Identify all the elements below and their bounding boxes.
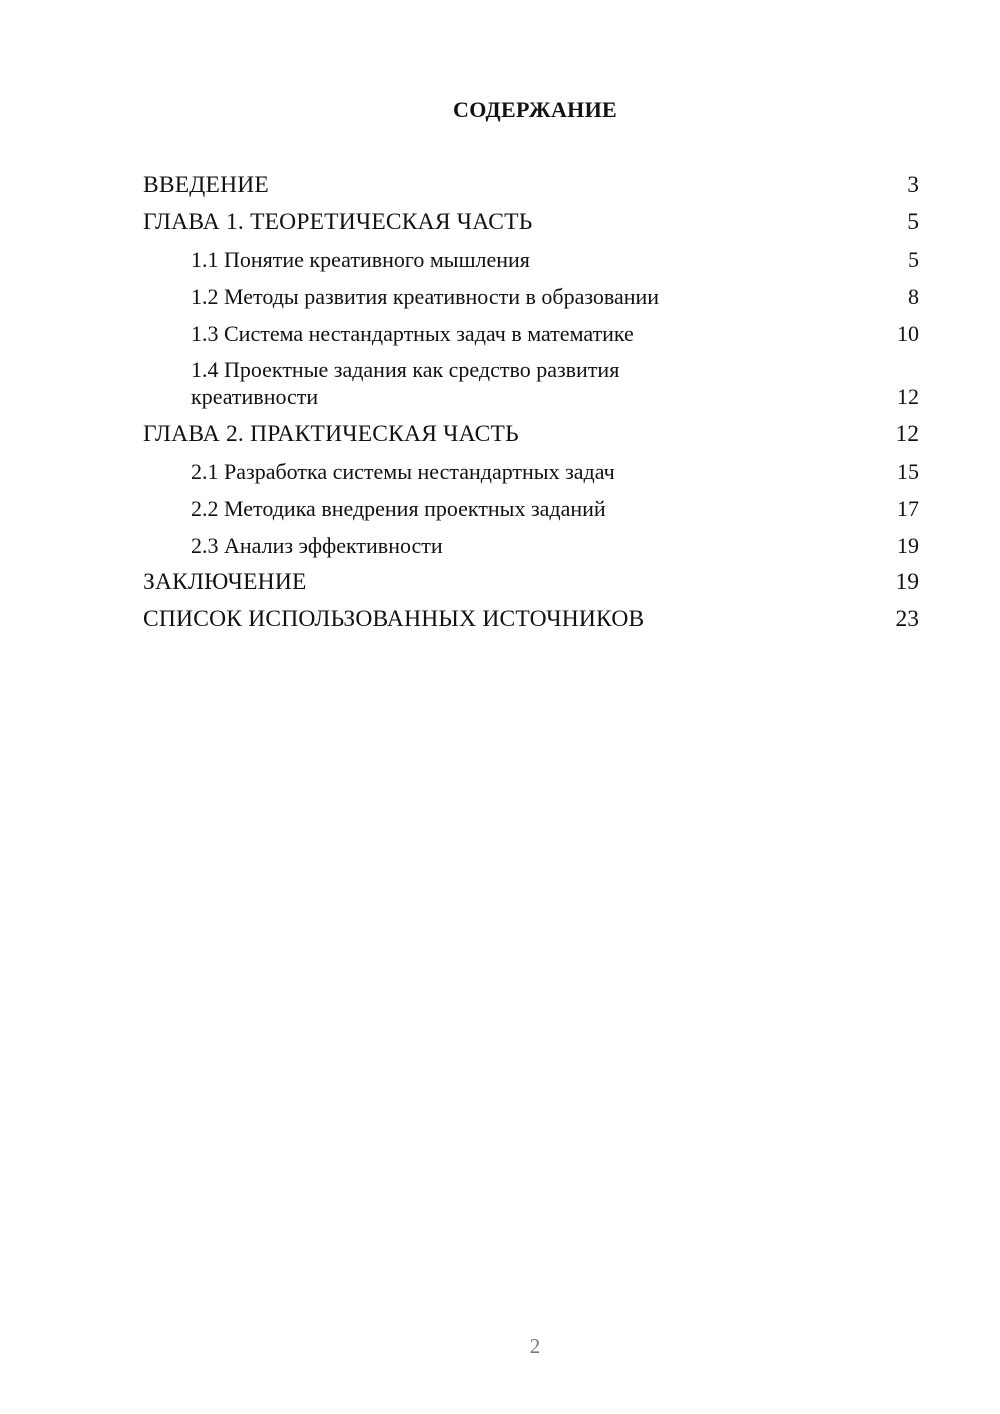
toc-entry-section-1-3	[143, 315, 919, 352]
toc-entry-page: 19	[897, 533, 919, 558]
toc-entry-label: 2.2 Методика внедрения проектных заданий	[191, 496, 606, 521]
toc-entry-page: 15	[897, 459, 919, 484]
toc-entry-label: ВВЕДЕНИЕ	[143, 172, 269, 198]
toc-entry-label: СПИСОК ИСПОЛЬЗОВАННЫХ ИСТОЧНИКОВ	[143, 606, 645, 632]
toc-entry-references	[143, 601, 919, 638]
toc-entry-label: 1.2 Методы развития креативности в образовании	[191, 284, 660, 309]
toc-entry-page: 3	[907, 172, 919, 198]
toc-entry-page: 5	[908, 247, 919, 272]
toc-entry-section-1-1	[143, 241, 919, 278]
toc-entry-label: 1.3 Система нестандартных задач в математике	[191, 321, 634, 346]
toc-entry-label: 1.4 Проектные задания как средство развития креативности	[191, 357, 620, 409]
toc-entry-page: 12	[897, 384, 919, 409]
toc-entry-page: 19	[895, 569, 919, 595]
toc-entry-chapter-1	[143, 204, 919, 241]
toc-entry-page: 17	[897, 496, 919, 521]
table-of-contents	[143, 167, 919, 638]
toc-entry-page: 12	[895, 421, 919, 447]
toc-entry-label: 2.3 Анализ эффективности	[191, 533, 443, 558]
toc-entry-section-2-3	[143, 527, 919, 564]
toc-entry-page: 23	[895, 606, 919, 632]
toc-entry-label: ЗАКЛЮЧЕНИЕ	[143, 569, 307, 595]
toc-entry-introduction	[143, 167, 919, 204]
toc-entry-chapter-2	[143, 416, 919, 453]
toc-entry-section-2-2	[143, 490, 919, 527]
toc-entry-page: 5	[907, 209, 919, 235]
toc-entry-section-2-1	[143, 453, 919, 490]
page-number: 2	[529, 1334, 541, 1358]
toc-entry-label: 2.1 Разработка системы нестандартных задач	[191, 459, 615, 484]
toc-entry-conclusion	[143, 564, 919, 601]
toc-entry-section-1-4	[143, 352, 919, 416]
toc-entry-label: ГЛАВА 2. ПРАКТИЧЕСКАЯ ЧАСТЬ	[143, 421, 519, 447]
toc-entry-page: 10	[897, 321, 919, 346]
toc-entry-label: ГЛАВА 1. ТЕОРЕТИЧЕСКАЯ ЧАСТЬ	[143, 209, 533, 235]
toc-entry-section-1-2	[143, 278, 919, 315]
page-title: СОДЕРЖАНИЕ	[453, 97, 617, 122]
toc-entry-page: 8	[908, 284, 919, 309]
toc-entry-label: 1.1 Понятие креативного мышления	[191, 247, 530, 272]
